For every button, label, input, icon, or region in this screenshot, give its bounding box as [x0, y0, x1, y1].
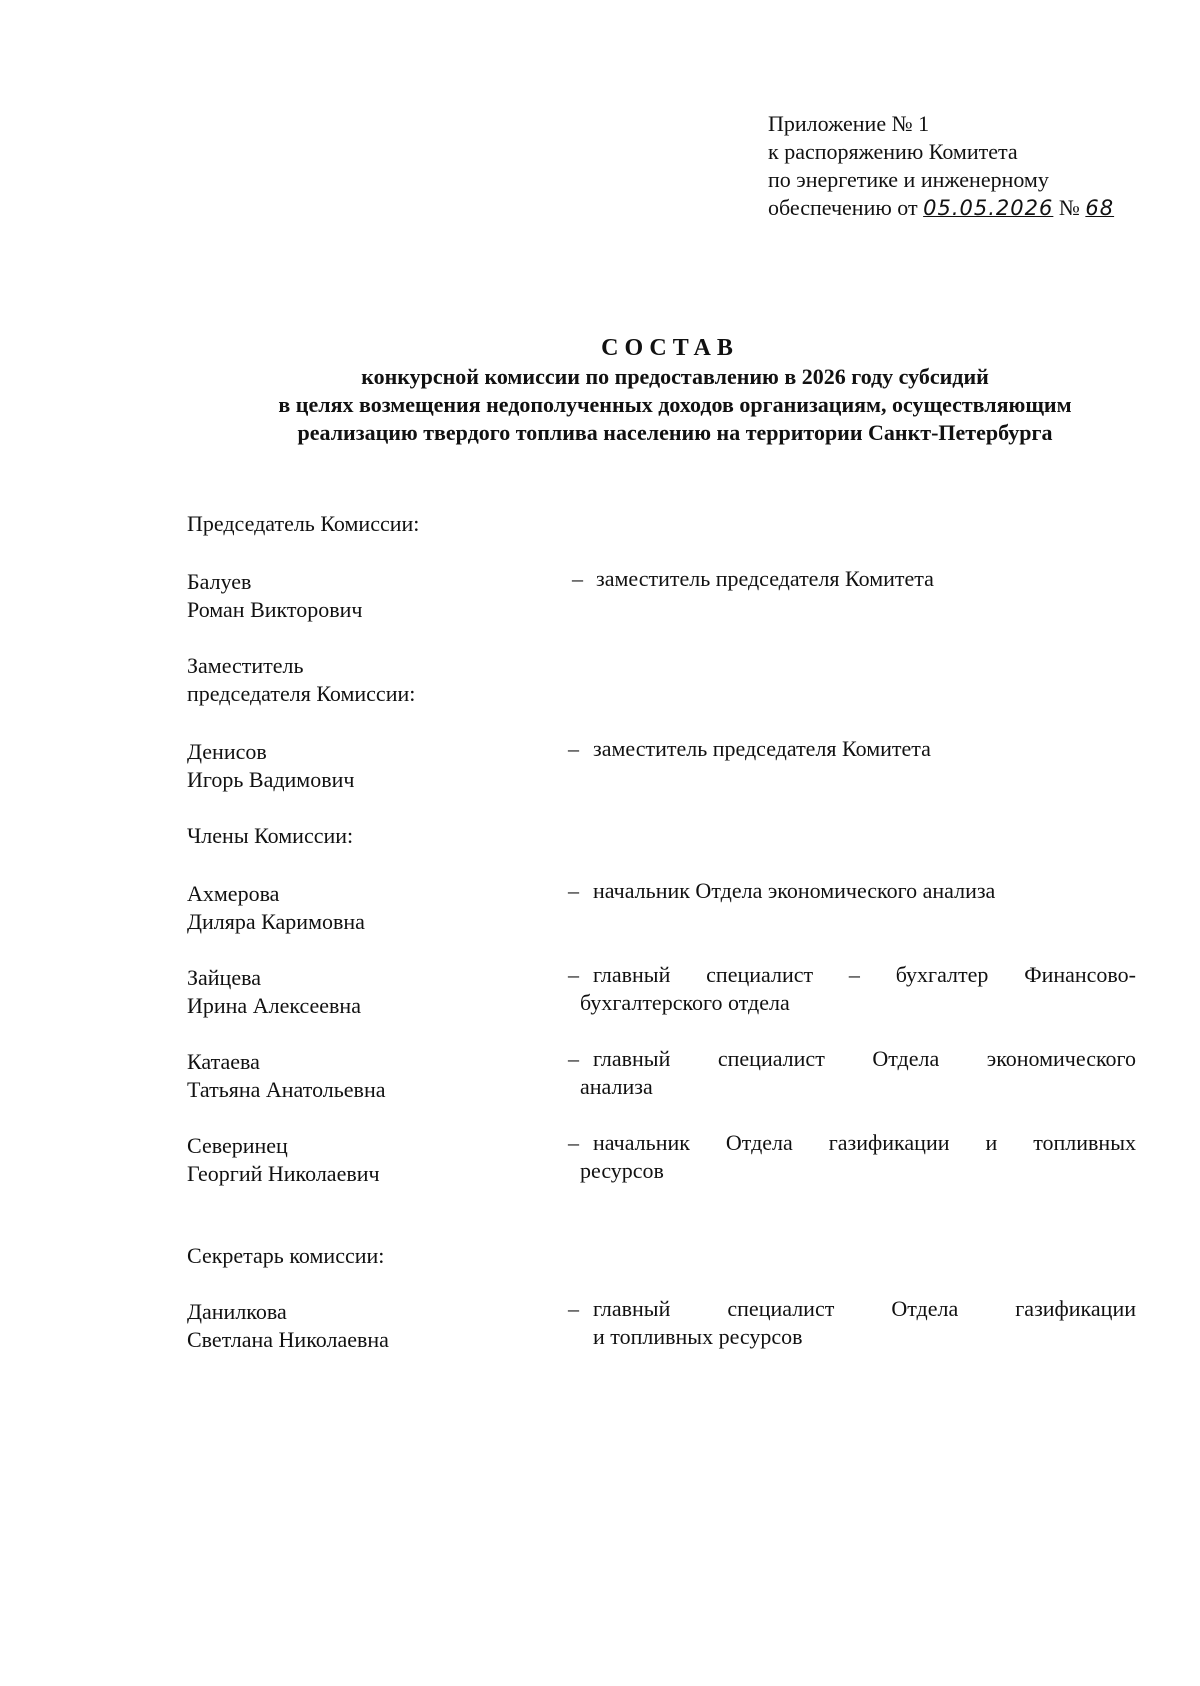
handwritten-number: 68: [1085, 196, 1115, 220]
appendix-line-3: по энергетике и инженерному: [768, 167, 1049, 192]
members-label: Члены Комиссии:: [187, 823, 354, 848]
member-name-5: [187, 1132, 547, 1188]
member-last-name: Балуев: [187, 569, 252, 594]
member-role-line-1: главный специалист Отдела экономического: [593, 1046, 1136, 1071]
member-last-name: Катаева: [187, 1049, 260, 1074]
member-name-6: [187, 1298, 547, 1354]
member-dash: –: [572, 566, 583, 591]
appendix-line-4-prefix: обеспечению от: [768, 195, 918, 220]
deputy-label-line-1: Заместитель: [187, 653, 304, 678]
member-role-0: [596, 565, 1152, 593]
member-last-name: Денисов: [187, 739, 267, 764]
member-role-4: [580, 1045, 1136, 1101]
deputy-label: [187, 652, 547, 708]
member-role-1: [593, 735, 1149, 763]
appendix-line-2: к распоряжению Комитета: [768, 139, 1018, 164]
title-line-2: в целях возмещения недополученных доходов организациям, осуществляющим: [278, 392, 1072, 417]
member-role-6: [593, 1295, 1136, 1351]
deputy-label-line-2: председателя Комиссии:: [187, 681, 416, 706]
member-role-3: [580, 961, 1136, 1017]
member-name-1: [187, 738, 547, 794]
member-role-line-1: главный специалист – бухгалтер Финансово-: [593, 962, 1136, 987]
member-role-line-1: заместитель председателя Комитета: [593, 736, 931, 761]
member-role-line-2: и топливных ресурсов: [593, 1324, 803, 1349]
member-name-2: [187, 880, 547, 936]
member-first-name: Игорь Вадимович: [187, 767, 355, 792]
member-first-name: Диляра Каримовна: [187, 909, 365, 934]
member-role-5: [580, 1129, 1136, 1185]
appendix-line-1: Приложение № 1: [768, 111, 930, 136]
member-first-name: Светлана Николаевна: [187, 1327, 389, 1352]
member-first-name: Ирина Алексеевна: [187, 993, 361, 1018]
member-dash: –: [568, 1296, 579, 1321]
member-role-line-2: бухгалтерского отдела: [580, 990, 790, 1015]
chair-label: Председатель Комиссии:: [187, 511, 420, 536]
member-role-line-1: главный специалист Отдела газификации: [593, 1296, 1136, 1321]
member-name-3: [187, 964, 547, 1020]
member-dash: –: [568, 962, 579, 987]
member-role-line-2: анализа: [580, 1074, 653, 1099]
member-role-line-1: заместитель председателя Комитета: [596, 566, 934, 591]
member-dash: –: [568, 878, 579, 903]
document-title: [0, 333, 1200, 447]
appendix-header: [768, 110, 1168, 222]
member-role-2: [593, 877, 1149, 905]
member-first-name: Татьяна Анатольевна: [187, 1077, 386, 1102]
member-first-name: Роман Викторович: [187, 597, 363, 622]
member-last-name: Ахмерова: [187, 881, 280, 906]
title-line-3: реализацию твердого топлива населению на территории Санкт-Петербурга: [297, 420, 1053, 445]
member-last-name: Северинец: [187, 1133, 288, 1158]
member-first-name: Георгий Николаевич: [187, 1161, 380, 1186]
member-dash: –: [568, 1130, 579, 1155]
number-sign: №: [1058, 195, 1080, 220]
member-name-0: [187, 568, 547, 624]
member-dash: –: [568, 1046, 579, 1071]
member-name-4: [187, 1048, 547, 1104]
member-last-name: Зайцева: [187, 965, 261, 990]
appendix-line-4: [768, 194, 1168, 222]
member-last-name: Данилкова: [187, 1299, 287, 1324]
member-role-line-1: начальник Отдела экономического анализа: [593, 878, 996, 903]
member-role-line-1: начальник Отдела газификации и топливных: [593, 1130, 1136, 1155]
title-line-1: конкурсной комиссии по предоставлению в 2026 году субсидий: [361, 364, 989, 389]
member-role-line-2: ресурсов: [580, 1158, 664, 1183]
handwritten-date: 05.05.2026: [923, 196, 1054, 220]
member-dash: –: [568, 736, 579, 761]
title-main: СОСТАВ: [601, 335, 739, 361]
secretary-label: Секретарь комиссии:: [187, 1243, 385, 1268]
